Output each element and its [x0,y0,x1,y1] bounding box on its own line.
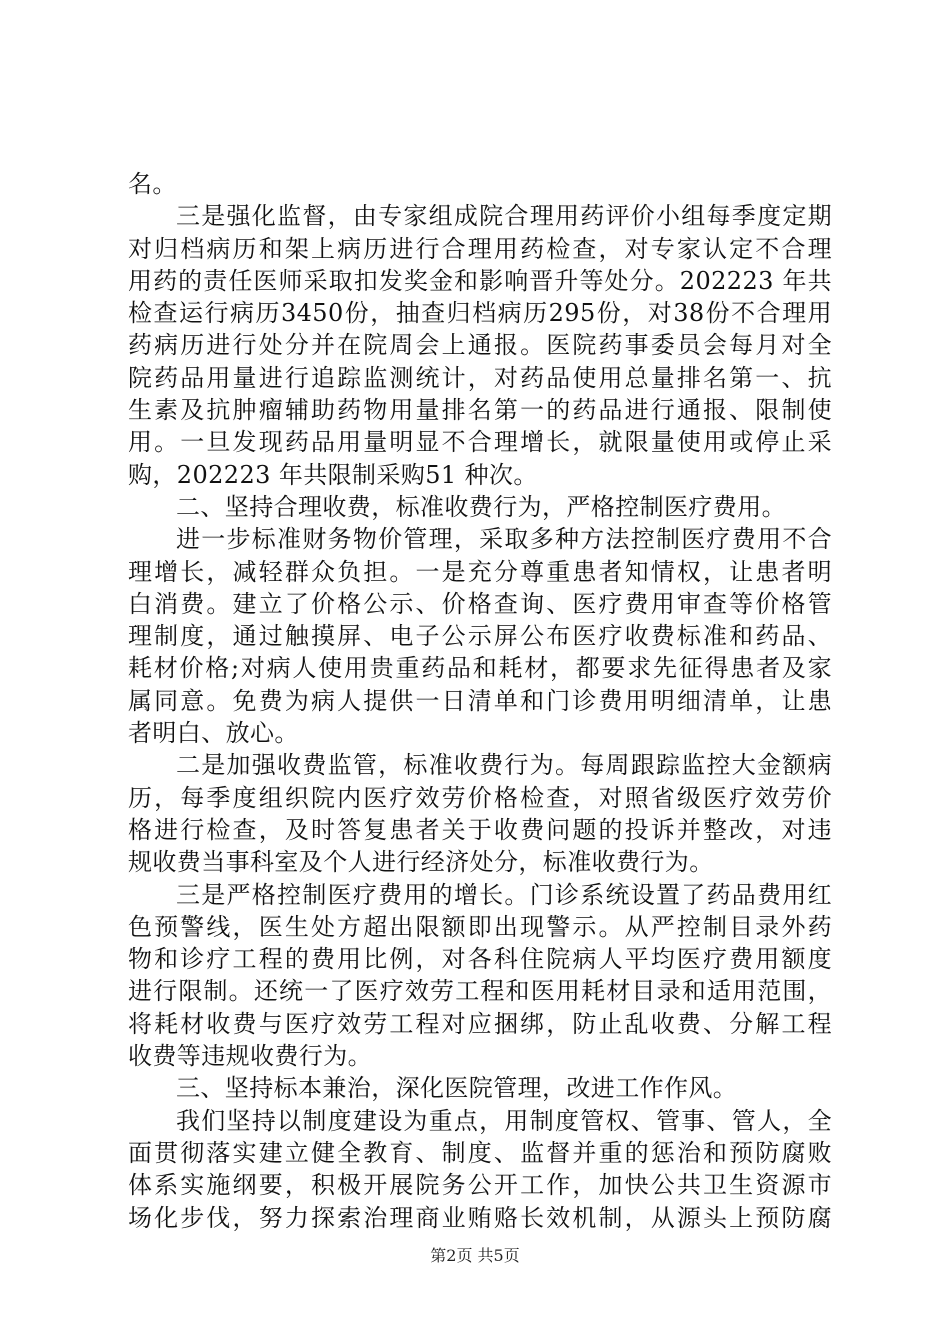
text-line: 属同意。免费为病人提供一日清单和门诊费用明细清单，让患 [128,686,832,715]
text-line: 场化步伐，努力探索治理商业贿赂长效机制，从源头上预防腐 [128,1203,832,1232]
text-line: 进一步标准财务物价管理，采取多种方法控制医疗费用不合 [176,525,832,554]
text-line: 院药品用量进行追踪监测统计，对药品使用总量排名第一、抗 [128,363,832,392]
text-line: 将耗材收费与医疗效劳工程对应捆绑，防止乱收费、分解工程 [128,1009,832,1038]
page-number-footer: 第2页 共5页 [430,1246,520,1265]
text-line: 理增长，减轻群众负担。一是充分尊重患者知情权，让患者明 [128,557,832,586]
text-line: 三是严格控制医疗费用的增长。门诊系统设置了药品费用红 [176,880,832,909]
text-line: 我们坚持以制度建设为重点，用制度管权、管事、管人，全 [176,1106,832,1135]
text-line: 检查运行病历3450份，抽查归档病历295份，对38份不合理用 [128,299,832,328]
text-line: 生素及抗肿瘤辅助药物用量排名第一的药品进行通报、限制使 [128,396,832,425]
text-line: 三是强化监督，由专家组成院合理用药评价小组每季度定期 [176,202,832,231]
section-heading: 二、坚持合理收费，标准收费行为，严格控制医疗费用。 [176,492,786,521]
text-line: 物和诊疗工程的费用比例，对各科住院病人平均医疗费用额度 [128,945,832,974]
text-line: 历，每季度组织院内医疗效劳价格检查，对照省级医疗效劳价 [128,783,832,812]
text-line: 规收费当事科室及个人进行经济处分，标准收费行为。 [128,848,714,877]
text-line: 用。一旦发现药品用量明显不合理增长，就限量使用或停止采 [128,428,832,457]
text-line: 者明白、放心。 [128,719,299,748]
text-line: 名。 [128,170,177,198]
text-line: 白消费。建立了价格公示、价格查询、医疗费用审查等价格管 [128,589,832,618]
text-line: 药病历进行处分并在院周会上通报。医院药事委员会每月对全 [128,331,832,360]
text-line: 收费等违规收费行为。 [128,1042,372,1071]
text-line: 色预警线，医生处方超出限额即出现警示。从严控制目录外药 [128,912,832,941]
text-line: 面贯彻落实建立健全教育、制度、监督并重的惩治和预防腐败 [128,1138,832,1167]
section-heading: 三、坚持标本兼治，深化医院管理，改进工作作风。 [176,1074,738,1103]
text-line: 购，202223 年共限制采购51 种次。 [128,460,538,489]
text-line: 对归档病历和架上病历进行合理用药检查，对专家认定不合理 [128,234,832,263]
text-line: 进行限制。还统一了医疗效劳工程和医用耗材目录和适用范围， [128,977,832,1006]
document-body [128,168,832,1234]
text-line: 用药的责任医师采取扣发奖金和影响晋升等处分。202223 年共 [128,266,832,295]
text-line: 体系实施纲要，积极开展院务公开工作，加快公共卫生资源市 [128,1171,832,1200]
text-line: 耗材价格;对病人使用贵重药品和耗材，都要求先征得患者及家 [128,654,832,683]
text-line: 理制度，通过触摸屏、电子公示屏公布医疗收费标准和药品、 [128,622,832,651]
text-line: 格进行检查，及时答复患者关于收费问题的投诉并整改，对违 [128,815,832,844]
text-line: 二是加强收费监管，标准收费行为。每周跟踪监控大金额病 [176,751,832,780]
